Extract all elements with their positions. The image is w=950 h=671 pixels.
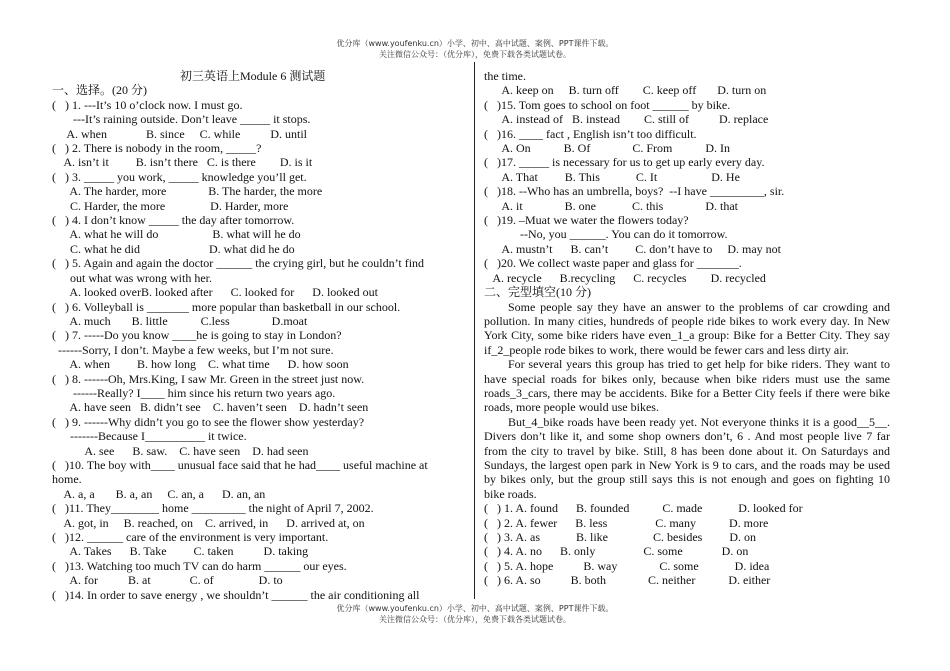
question-line: A. recycle B.recycling C. recycles D. recycled [484,270,766,285]
question-line: ( )20. We collect waste paper and glass for _______. [484,256,742,271]
header-line-1: 优分库（www.youfenku.cn）小学、初中、高中试题、案例、PPT课件下载。 [336,39,614,48]
question-line: ( ) 5. Again and again the doctor ______ the crying girl, but he couldn’t find [52,256,425,271]
passage-paragraph: For several years this group has tried to get help for bike riders. They want to have special roads for bikes only, because when bike riders must use the same roads_3_cars, there may be accidents. Bike for a Better City feels if there were bike roads, more people would use bikes. [484,357,890,415]
question-line: A. isn’t it B. isn’t there C. is there D. is it [52,155,313,170]
column-divider [474,62,475,599]
footer-line-1: 优分库（www.youfenku.cn）小学、初中、高中试题、案例、PPT课件下载。 [336,604,614,613]
question-line: A. when B. how long C. what time D. how soon [52,357,349,372]
question-line: A. see B. saw. C. have seen D. had seen [52,443,309,458]
question-line: A. what he will do B. what will he do [52,227,301,242]
question-line: A. much B. little C.less D.moat [52,313,308,328]
question-line: ---It’s raining outside. Don’t leave _____ it stops. [52,112,311,127]
question-line: ( ) 9. ------Why didn’t you go to see the flower show yesterday? [52,414,365,429]
cloze-question-list [484,501,890,587]
question-line: ( ) 3. _____ you work, _____ knowledge you’ll get. [52,169,307,184]
left-column [52,69,464,602]
cloze-passage [484,300,890,502]
question-line: 一、选择。(20 分) [52,83,147,98]
question-line: A. have seen B. didn’t see C. haven’t seen D. hadn’t seen [52,400,369,415]
header-line-2: 关注微信公众号：（优分库），免费下载各类试题试卷。 [379,50,571,59]
question-line: A. a, a B. a, an C. an, a D. an, an [52,486,266,501]
left-question-list [52,83,464,602]
question-line: A. got, in B. reached, on C. arrived, in D. arrived at, on [52,515,365,530]
question-line: ( )13. Watching too much TV can do harm ______ our eyes. [52,558,347,573]
cloze-option-line: ( ) 5. A. hope B. way C. some D. idea [484,558,770,573]
question-line: ( )17. _____ is necessary for us to get up early every day. [484,155,765,170]
question-line: A. looked overB. looked after C. looked for D. looked out [52,285,378,300]
question-line: home. [52,472,82,487]
question-line: ( )16. ____ fact , English isn’t too difficult. [484,126,697,141]
question-line: A. On B. Of C. From D. In [484,141,731,156]
question-line: ( ) 2. There is nobody in the room, _____? [52,141,262,156]
question-line: A. when B. since C. while D. until [52,126,307,141]
page-footer [0,603,950,625]
cloze-option-line: ( ) 6. A. so B. both C. neither D. either [484,573,771,588]
question-line: ( )14. In order to save energy , we shouldn’t ______ the air conditioning all [52,587,420,602]
question-line: ( ) 8. ------Oh, Mrs.King, I saw Mr. Green in the street just now. [52,371,365,386]
question-line: ( )10. The boy with____ unusual face said that he had____ useful machine at [52,457,428,472]
question-line: ( )11. They________ home _________ the night of April 7, 2002. [52,501,374,516]
question-line: A. Takes B. Take C. taken D. taking [52,544,309,559]
question-line: ( ) 7. -----Do you know ____he is going to stay in London? [52,328,342,343]
question-line: C. what he did D. what did he do [52,241,295,256]
passage-paragraph: Some people say they have an answer to the problems of car crowding and pollution. In many cities, hundreds of people ride bikes to work every day. In New York City, some bike riders have even_1_a group: Bike for a Better City. They say if_2_people rode bikes to work, there would be fewer cars and less dirty air. [484,299,890,357]
page-header [0,38,950,60]
question-line: A. That B. This C. It D. He [484,169,740,184]
question-line: A. for B. at C. of D. to [52,573,283,588]
question-line: A. it B. one C. this D. that [484,198,739,213]
question-line: A. mustn’t B. can’t C. don’t have to D. may not [484,241,781,256]
question-line: A. The harder, more B. The harder, the more [52,184,323,199]
question-line: ------Really? I____ him since his return two years ago. [52,385,336,400]
cloze-option-line: ( ) 3. A. as B. like C. besides D. on [484,530,756,544]
passage-paragraph: But_4_bike roads have been ready yet. Not everyone thinks it is a good__5__. Divers don’t like it, and some shop owners don’t, 6 . And most people live 7 far from the city to travel by bike. Still, 8 has been done about it. On Saturdays and Sundays, the largest open park in New York is 9 to cars, and the roads may be used by bikes only, but the group still says this is not enough and goes on fighting 10 bike roads. [484,414,890,501]
question-line: C. Harder, the more D. Harder, more [52,198,289,213]
question-line: A. keep on B. turn off C. keep off D. turn on [484,83,767,98]
question-line: ------Sorry, I don’t. Maybe a few weeks, but I’m not sure. [52,342,334,357]
question-line: ( ) 4. I don’t know _____ the day after tomorrow. [52,213,295,228]
question-line: out what was wrong with her. [52,270,212,285]
cloze-option-line: ( ) 4. A. no B. only C. some D. on [484,544,749,559]
cloze-option-line: ( ) 2. A. fewer B. less C. many D. more [484,515,769,530]
cloze-option-line: ( ) 1. A. found B. founded C. made D. looked for [484,501,803,516]
question-line: ( )12. ______ care of the environment is very important. [52,530,329,544]
footer-line-2: 关注微信公众号：（优分库），免费下载各类试题试卷。 [379,615,571,624]
question-line: 二、完型填空(10 分) [484,285,591,300]
question-line: ( )18. --Who has an umbrella, boys? --I have _________, sir. [484,184,785,199]
page-title: 初三英语上Module 6 测试题 [180,69,326,83]
question-line: ( ) 6. Volleyball is _______ more popular than basketball in our school. [52,299,401,314]
question-line: ( )15. Tom goes to school on foot ______ by bike. [484,97,731,112]
question-line: --No, you ______. You can do it tomorrow. [484,227,728,242]
question-line: the time. [484,69,526,83]
question-line: -------Because I__________ it twice. [52,429,247,444]
question-line: A. instead of B. instead C. still of D. replace [484,112,769,127]
right-column [484,69,890,588]
question-line: ( ) 1. ---It’s 10 o’clock now. I must go. [52,97,243,112]
question-line: ( )19. –Muat we water the flowers today? [484,213,689,228]
right-question-list [484,69,890,300]
